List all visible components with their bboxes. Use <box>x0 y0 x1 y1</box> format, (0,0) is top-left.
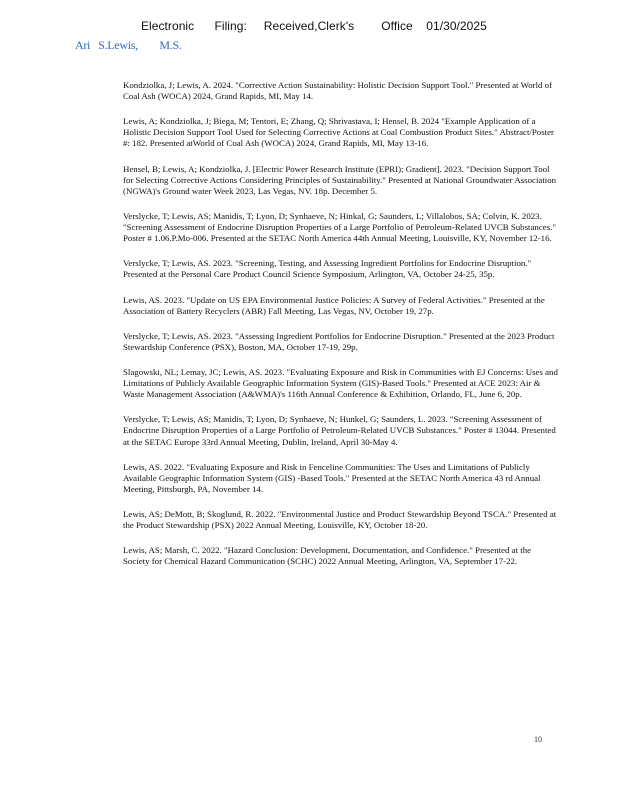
list-item: Lewis, A; Kondziolka, J; Biega, M; Tentori, E; Zhang, Q; Shrivastava, I; Hensel, B. 2024 "Example Application of a Holistic Decision Support Tool Used for Selecting Corrective Actions at Coal Combustion Product Sites." Abstract/Poster #: 182. Presented atWorld of Coal Ash (WOCA) 2024, Grand Rapids, MI, May 13-16. <box>123 116 554 149</box>
list-item: Lewis, AS. 2022. "Evaluating Exposure and Risk in Fenceline Communities: The Uses and Limitations of Publicly Available Geographic Information System (GIS) -Based Tools." Presented at the SETAC North America 43 rd Annual Meeting, Pittsburgh, PA, November 14. <box>123 461 541 494</box>
presentation-list <box>123 80 558 582</box>
author-name: Ari S.Lewis, M.S. <box>75 38 182 52</box>
list-item: Lewis, AS; DeMott, B; Skoglund, R. 2022. "Environmental Justice and Product Stewardship Beyond TSCA." Presented at the Product Stewardship (PSX) 2022 Annual Meeting, Louisville, KY, October 18-20. <box>123 509 557 531</box>
list-item: Slagowski, NL; Lemay, JC; Lewis, AS. 2023. "Evaluating Exposure and Risk in Communities with EJ Concerns: Uses and Limitations of Publicly Available Geographic Information System (GIS)-Based Tools." Presented at ACE 2023: Air & Waste Management Association (A&WMA)'s 116th Annual Conference & Exhibition, Orlando, FL, June 6, 20p. <box>123 367 558 400</box>
list-item: Lewis, AS. 2023. "Update on US EPA Environmental Justice Policies: A Survey of Federal Activities." Presented at the Association of Battery Recyclers (ABR) Fall Meeting, Las Vegas, NV, October 19, 27p. <box>123 294 545 316</box>
list-item: Verslycke, T; Lewis, AS. 2023. "Assessing Ingredient Portfolios for Endocrine Disruption." Presented at the 2023 Product Stewardship Conference (PSX), Boston, MA, October 17-19, 29p. <box>123 330 555 352</box>
list-item: Verslycke, T; Lewis, AS; Manidis, T; Lyon, D; Synhaeve, N; Hinkal, G; Saunders, L; Villalobos, SA; Colvin, K. 2023. "Screening Assessment of Endocrine Disruption Properties of a Large Portfolio of Petroleum-Related UVCB Substances." Poster # 1.06.P.Mo-006. Presented at the SETAC North America 44th Annual Meeting, Louisville, KY, November 12-16. <box>123 210 556 244</box>
list-item: Lewis, AS; Marsh, C. 2022. "Hazard Conclusion: Development, Documentation, and Confidence." Presented at the Society for Chemical Hazard Communication (SCHC) 2022 Annual Meeting, Arlington, VA, September 17-22. <box>123 545 532 567</box>
list-item: Kondziolka, J; Lewis, A. 2024. "Corrective Action Sustainability: Holistic Decision Support Tool." Presented at World of Coal Ash (WOCA) 2024, Grand Rapids, MI, May 14. <box>123 80 553 102</box>
page-number: 10 <box>534 735 542 744</box>
list-item: Verslycke, T; Lewis, AS. 2023. "Screening, Testing, and Assessing Ingredient Portfolios for Endocrine Disruption." Presented at the Personal Care Product Council Science Symposium, Arlington, VA, October 24-25, 35p. <box>123 258 532 280</box>
list-item: Hensel, B; Lewis, A; Kondziolka, J. [Electric Power Research Institute (EPRI); Gradient]. 2023. "Decision Support Tool for Selecting Corrective Actions Considering Principles of Sustainability." Presented at National Groundwater Association (NGWA)'s Ground water Week 2023, Las Vegas, NV. 18p. December 5. <box>123 163 557 196</box>
filing-stamp-header: Electronic Filing: Received,Clerk's Office 01/30/2025 <box>141 19 487 33</box>
list-item: Verslycke, T; Lewis, AS; Manidis, T; Lyon, D; Synhaeve, N; Hunkel, G; Saunders, L. 2023. "Screening Assessment of Endocrine Disruption Properties of a Large Portfolio of Petroleum-Related UVCB Substances." Poster # 13044. Presented at the SETAC Europe 33rd Annual Meeting, Dublin, Ireland, April 30-May 4. <box>123 414 556 447</box>
